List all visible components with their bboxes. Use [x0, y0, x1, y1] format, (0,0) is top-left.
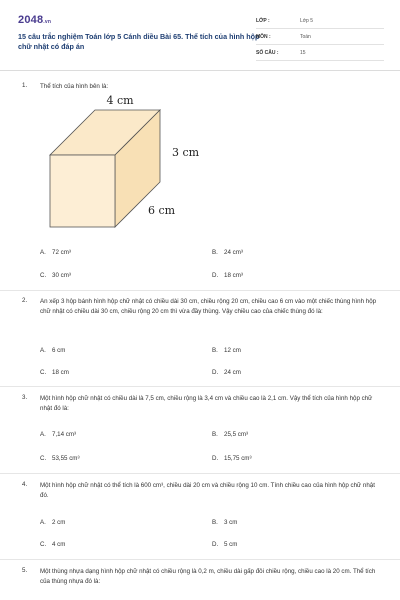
question-number: 3.	[22, 394, 28, 401]
meta-key: MÔN :	[256, 34, 271, 40]
option-2c[interactable]: C. 18 cm	[40, 369, 69, 376]
option-3d[interactable]: D. 15,75 cm³	[212, 455, 252, 462]
meta-value: Toán	[300, 34, 311, 40]
question-separator	[0, 290, 400, 291]
option-2a[interactable]: A. 6 cm	[40, 347, 66, 354]
option-1d[interactable]: D. 18 cm³	[212, 272, 243, 279]
option-3a[interactable]: A. 7,14 cm³	[40, 431, 77, 438]
meta-value: 15	[300, 50, 306, 56]
page-title: 15 câu trắc nghiệm Toán lớp 5 Cánh diều Bài 65. Thể tích của hình hộp chữ nhật có đáp án	[18, 32, 260, 51]
meta-row-grade	[256, 15, 384, 29]
meta-info	[256, 15, 384, 63]
question-number: 1.	[22, 82, 28, 89]
question-number: 4.	[22, 481, 28, 488]
question-text: Một hình hộp chữ nhật có thể tích là 600 cm³, chiều dài 20 cm và chiều rộng 10 cm. Tính chiều cao của hình hộp chữ nhật đó.	[40, 482, 375, 499]
option-1c[interactable]: C. 30 cm³	[40, 272, 71, 279]
question-text: Một hình hộp chữ nhật có chiều dài là 7,5 cm, chiều rộng là 3,4 cm và chiều cao là 2,1 cm. Vậy thể tích của hình hộp chữ nhật đó là:	[40, 395, 373, 412]
option-3c[interactable]: C. 53,55 cm³	[40, 455, 80, 462]
meta-key: SỐ CÂU :	[256, 50, 279, 56]
question-separator	[0, 559, 400, 560]
option-4c[interactable]: C. 4 cm	[40, 541, 66, 548]
question-5	[18, 567, 384, 597]
header-divider	[0, 70, 400, 71]
option-1b[interactable]: B. 24 cm³	[212, 249, 243, 256]
question-number: 5.	[22, 567, 28, 574]
option-4a[interactable]: A. 2 cm	[40, 519, 66, 526]
option-4b[interactable]: B. 3 cm	[212, 519, 238, 526]
question-4	[18, 481, 384, 511]
label-bottom: 6 cm	[148, 204, 176, 217]
label-right: 3 cm	[172, 146, 200, 159]
question-text: An xếp 3 hộp bánh hình hộp chữ nhật có chiều dài 30 cm, chiều rộng 20 cm, chiều cao 6 cm vào một chiếc thùng hình hộp chữ nhật có chiều dài 30 cm, chiều rộng 20 cm thì vừa đầy thùng. Vậy chiều cao của chiếc thùng đó là:	[40, 298, 377, 315]
meta-row-subject	[256, 31, 384, 45]
meta-value: Lớp 5	[300, 18, 314, 24]
cuboid-front-face	[50, 155, 115, 227]
header	[18, 12, 384, 62]
question-number: 2.	[22, 297, 28, 304]
meta-key: LỚP :	[256, 18, 270, 24]
cuboid-figure	[40, 94, 200, 230]
option-4d[interactable]: D. 5 cm	[212, 541, 238, 548]
question-separator	[0, 473, 400, 474]
option-1a[interactable]: A. 72 cm³	[40, 249, 71, 256]
label-top: 4 cm	[106, 94, 134, 107]
question-text: Một thùng nhựa dạng hình hộp chữ nhật có chiều rộng là 0,2 m, chiều dài gấp đôi chiều rộng, chiều cao là 20 cm. Thể tích của thùng nhựa đó là:	[40, 568, 376, 585]
option-3b[interactable]: B. 25,5 cm³	[212, 431, 249, 438]
option-2b[interactable]: B. 12 cm	[212, 347, 241, 354]
question-text: Thể tích của hình bên là:	[40, 83, 109, 90]
question-3	[18, 394, 384, 424]
question-separator	[0, 386, 400, 387]
site-logo[interactable]: 2048.vn	[18, 14, 52, 26]
option-2d[interactable]: D. 24 cm	[212, 369, 241, 376]
question-2	[18, 297, 384, 337]
meta-row-count	[256, 47, 384, 61]
